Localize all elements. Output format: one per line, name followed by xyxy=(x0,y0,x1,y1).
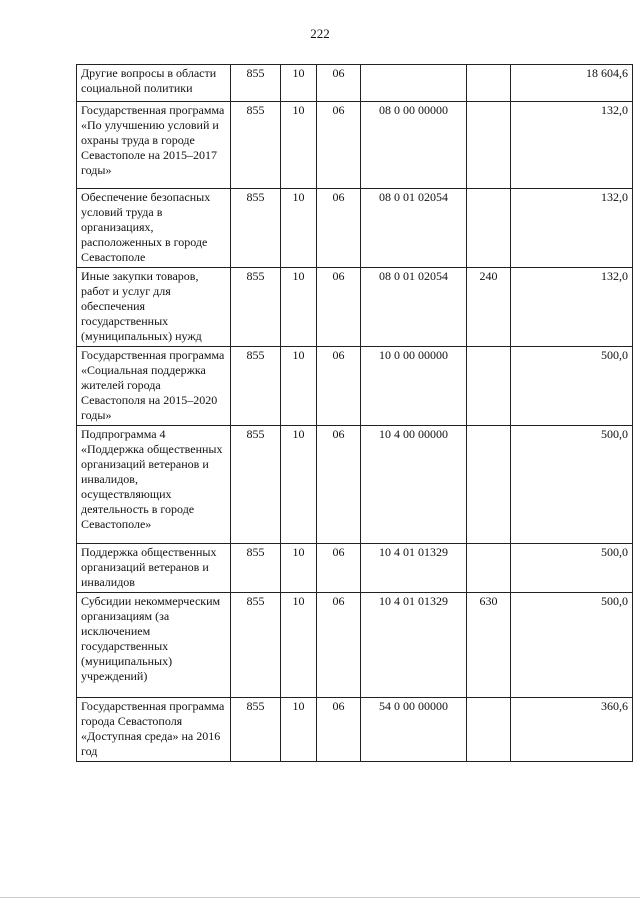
target-code: 10 4 01 01329 xyxy=(361,593,467,698)
table-row xyxy=(77,268,633,347)
table-row xyxy=(77,593,633,698)
target-code xyxy=(361,65,467,102)
ministry-code: 855 xyxy=(231,268,281,347)
row-name: Государственная программа «По улучшению условий и охраны труда в городе Севастополе на 2015–2017 годы» xyxy=(77,102,231,189)
subsection-code: 06 xyxy=(317,544,361,593)
subsection-code: 06 xyxy=(317,189,361,268)
target-code: 10 4 00 00000 xyxy=(361,426,467,544)
section-code: 10 xyxy=(281,102,317,189)
ministry-code: 855 xyxy=(231,593,281,698)
section-code: 10 xyxy=(281,593,317,698)
amount: 500,0 xyxy=(511,593,633,698)
table-row xyxy=(77,65,633,102)
amount: 500,0 xyxy=(511,347,633,426)
row-name: Подпрограмма 4 «Поддержка общественных организаций ветеранов и инвалидов, осуществляющих деятельность в городе Севастополе» xyxy=(77,426,231,544)
ministry-code: 855 xyxy=(231,426,281,544)
row-name: Обеспечение безопасных условий труда в организациях, расположенных в городе Севастополе xyxy=(77,189,231,268)
expense-type-code xyxy=(467,189,511,268)
amount: 500,0 xyxy=(511,426,633,544)
target-code: 10 0 00 00000 xyxy=(361,347,467,426)
expense-type-code xyxy=(467,698,511,762)
amount: 132,0 xyxy=(511,268,633,347)
target-code: 08 0 00 00000 xyxy=(361,102,467,189)
section-code: 10 xyxy=(281,65,317,102)
row-name: Государственная программа «Социальная поддержка жителей города Севастополя на 2015–2020 годы» xyxy=(77,347,231,426)
subsection-code: 06 xyxy=(317,426,361,544)
table-row xyxy=(77,426,633,544)
ministry-code: 855 xyxy=(231,65,281,102)
budget-table xyxy=(76,64,633,762)
table-row xyxy=(77,102,633,189)
ministry-code: 855 xyxy=(231,102,281,189)
expense-type-code: 630 xyxy=(467,593,511,698)
expense-type-code: 240 xyxy=(467,268,511,347)
section-code: 10 xyxy=(281,189,317,268)
amount: 132,0 xyxy=(511,189,633,268)
target-code: 08 0 01 02054 xyxy=(361,268,467,347)
section-code: 10 xyxy=(281,268,317,347)
row-name: Поддержка общественных организаций ветеранов и инвалидов xyxy=(77,544,231,593)
expense-type-code xyxy=(467,544,511,593)
page-number: 222 xyxy=(310,26,330,41)
amount: 500,0 xyxy=(511,544,633,593)
ministry-code: 855 xyxy=(231,698,281,762)
table-row xyxy=(77,544,633,593)
expense-type-code xyxy=(467,347,511,426)
section-code: 10 xyxy=(281,544,317,593)
subsection-code: 06 xyxy=(317,268,361,347)
table-row xyxy=(77,698,633,762)
target-code: 08 0 01 02054 xyxy=(361,189,467,268)
expense-type-code xyxy=(467,102,511,189)
table-row xyxy=(77,189,633,268)
subsection-code: 06 xyxy=(317,593,361,698)
subsection-code: 06 xyxy=(317,65,361,102)
target-code: 54 0 00 00000 xyxy=(361,698,467,762)
expense-type-code xyxy=(467,65,511,102)
ministry-code: 855 xyxy=(231,544,281,593)
ministry-code: 855 xyxy=(231,189,281,268)
target-code: 10 4 01 01329 xyxy=(361,544,467,593)
row-name: Другие вопросы в области социальной политики xyxy=(77,65,231,102)
subsection-code: 06 xyxy=(317,102,361,189)
section-code: 10 xyxy=(281,698,317,762)
amount: 360,6 xyxy=(511,698,633,762)
subsection-code: 06 xyxy=(317,698,361,762)
subsection-code: 06 xyxy=(317,347,361,426)
row-name: Государственная программа города Севастополя «Доступная среда» на 2016 год xyxy=(77,698,231,762)
expense-type-code xyxy=(467,426,511,544)
row-name: Субсидии некоммерческим организациям (за исключением государственных (муниципальных) учреждений) xyxy=(77,593,231,698)
row-name: Иные закупки товаров, работ и услуг для обеспечения государственных (муниципальных) нужд xyxy=(77,268,231,347)
section-code: 10 xyxy=(281,347,317,426)
amount: 132,0 xyxy=(511,102,633,189)
table-row xyxy=(77,347,633,426)
section-code: 10 xyxy=(281,426,317,544)
ministry-code: 855 xyxy=(231,347,281,426)
amount: 18 604,6 xyxy=(511,65,633,102)
